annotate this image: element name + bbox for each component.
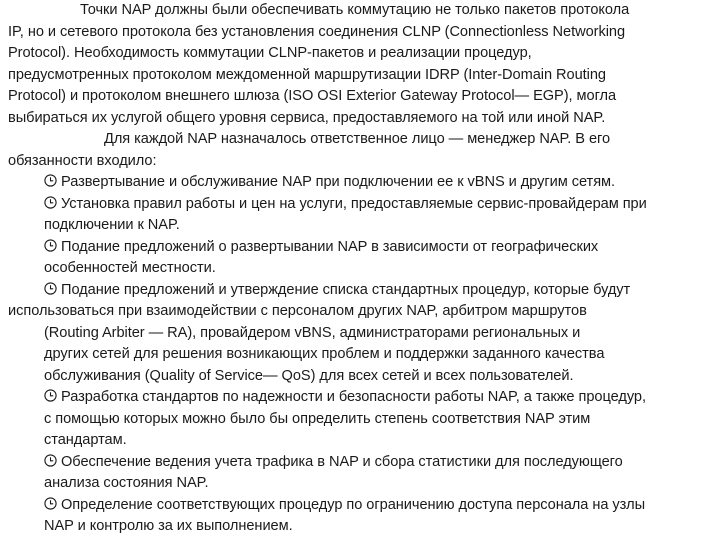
bullet-item-3 xyxy=(8,237,714,280)
intro-line-4: предусмотренных протоколом междоменной маршрутизации IDRP (Inter-Domain Routing xyxy=(8,66,606,83)
clock-icon xyxy=(44,497,57,510)
bullet-5-line-1: Разработка стандартов по надежности и безопасности работы NAP, а также процедур, xyxy=(61,389,646,405)
duties-line-1: Для каждой NAP назначалось ответственное лицо — менеджер NAP. В его xyxy=(104,131,611,147)
bullet-4-line-1: Подание предложений и утверждение списка стандартных процедур, которые будут xyxy=(61,281,631,298)
duties-paragraph xyxy=(8,129,714,172)
bullet-6-line-1: Обеспечение ведения учета трафика в NAP и сбора статистики для последующего xyxy=(61,453,623,470)
intro-line-6: выбираться их услугой общего уровня сервиса, предоставляемого на той или иной NAP. xyxy=(8,109,606,126)
bullet-5-line-2: с помощью которых можно было бы определить степень соответствия NAP этим xyxy=(44,410,591,427)
bullet-7-line-2: NAP и контролю за их выполнением. xyxy=(44,518,293,534)
intro-line-3: Protocol). Необходимость коммутации CLNP-пакетов и реализации процедур, xyxy=(8,45,532,61)
intro-line-1: Точки NAP должны были обеспечивать коммутацию не только пакетов протокола xyxy=(80,2,630,18)
bullet-item-5 xyxy=(8,387,714,452)
bullet-4-line-2: использоваться при взаимодействии с персоналом других NAP, арбитром маршрутов xyxy=(8,303,587,319)
bullet-5-line-3: стандартам. xyxy=(44,432,127,448)
bullet-1-text: Развертывание и обслуживание NAP при подключении ее к vBNS и другим сетям. xyxy=(61,174,616,190)
clock-icon xyxy=(44,454,57,467)
intro-line-2: IP, но и сетевого протокола без установления соединения CLNP (Connectionless Networking xyxy=(8,23,626,40)
bullet-2-line-1: Установка правил работы и цен на услуги, предоставляемые сервис-провайдерам при xyxy=(61,195,647,212)
bullet-2-line-2: подключении к NAP. xyxy=(44,217,180,233)
intro-line-5: Protocol) и протоколом внешнего шлюза (ISO OSI Exterior Gateway Protocol— EGP), могла xyxy=(8,88,617,104)
bullet-item-2 xyxy=(8,194,714,237)
bullet-item-1 xyxy=(8,172,714,194)
clock-icon xyxy=(44,196,57,209)
bullet-item-7 xyxy=(8,495,714,538)
bullet-3-line-1: Подание предложений о развертывании NAP в зависимости от географических xyxy=(61,238,599,255)
bullet-item-6 xyxy=(8,452,714,495)
intro-paragraph xyxy=(8,0,714,129)
bullet-4-line-5: обслуживания (Quality of Service— QoS) для всех сетей и всех пользователей. xyxy=(44,367,574,384)
bullet-4-line-4: других сетей для решения возникающих проблем и поддержки заданного качества xyxy=(44,346,605,362)
bullet-6-line-2: анализа состояния NAP. xyxy=(44,475,209,491)
document-body xyxy=(8,0,714,538)
duties-line-2: обязанности входило: xyxy=(8,152,157,169)
bullet-3-line-2: особенностей местности. xyxy=(44,260,216,276)
clock-icon xyxy=(44,174,57,187)
bullet-item-4 xyxy=(8,280,714,388)
clock-icon xyxy=(44,239,57,252)
clock-icon xyxy=(44,282,57,295)
bullet-4-line-3: (Routing Arbiter — RA), провайдером vBNS, администраторами региональных и xyxy=(44,324,581,341)
clock-icon xyxy=(44,389,57,402)
bullet-7-line-1: Определение соответствующих процедур по ограничению доступа персонала на узлы xyxy=(61,496,646,513)
